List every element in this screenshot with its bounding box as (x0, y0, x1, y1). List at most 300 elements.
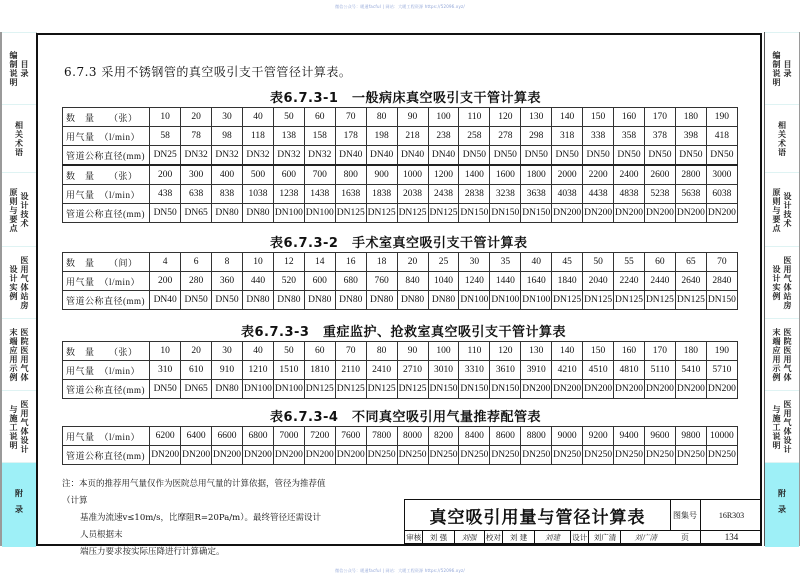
table-cell: 1638 (335, 185, 366, 204)
table-cell: 3000 (706, 165, 737, 185)
table-cell: DN80 (428, 291, 459, 310)
footnote-line-3: 端压力要求按实际压降进行计算确定。 (80, 547, 225, 557)
table-cell: 1038 (242, 185, 273, 204)
table-row (63, 380, 738, 399)
table-cell: DN200 (614, 380, 645, 399)
sidebar-tab-label: 附录 (777, 489, 787, 521)
table-cell: DN40 (150, 291, 181, 310)
table-cell: 3010 (428, 361, 459, 380)
table-cell: DN80 (242, 291, 273, 310)
checker-name: 刘 建 (503, 530, 535, 544)
table-cell: 20 (397, 253, 428, 272)
table-cell: DN100 (273, 204, 304, 223)
sidebar-tab-label: 设计技术 (20, 192, 29, 228)
table-cell: 638 (181, 185, 212, 204)
table-cell: DN125 (644, 291, 675, 310)
table-cell: 190 (706, 108, 737, 127)
sidebar-tab-label: 编制说明 (772, 51, 781, 87)
table-cell: DN80 (242, 204, 273, 223)
table-cell: 40 (521, 253, 552, 272)
table-cell: 8800 (521, 427, 552, 446)
table-cell: 6 (181, 253, 212, 272)
table-cell: DN50 (583, 146, 614, 166)
table-cell: DN250 (521, 446, 552, 465)
table-cell: 1838 (366, 185, 397, 204)
section-title: 6.7.3 采用不锈钢管的真空吸引支干管管径计算表。 (64, 65, 352, 79)
table-cell: DN40 (428, 146, 459, 166)
review-label: 审核 (405, 530, 423, 544)
table-cell: 378 (644, 127, 675, 146)
table-cell: 398 (675, 127, 706, 146)
table-cell: 98 (212, 127, 243, 146)
table-cell: DN200 (644, 380, 675, 399)
sidebar-tab-4[interactable] (765, 246, 799, 319)
table-cell: 318 (552, 127, 583, 146)
table-cell: 218 (397, 127, 428, 146)
table-cell: 2640 (675, 272, 706, 291)
table-cell: DN150 (490, 380, 521, 399)
reviewer-signature: 刘强 (455, 530, 485, 544)
table-cell: DN32 (212, 146, 243, 166)
table-cell: 4838 (614, 185, 645, 204)
table-cell: DN250 (552, 446, 583, 465)
table-cell: 5638 (675, 185, 706, 204)
table-cell: DN80 (335, 291, 366, 310)
table-cell: 7600 (335, 427, 366, 446)
table-cell: 4510 (583, 361, 614, 380)
table-row (63, 146, 738, 166)
table-cell: 9800 (675, 427, 706, 446)
table-cell: 2400 (614, 165, 645, 185)
table-cell: 5238 (644, 185, 675, 204)
table-cell: 2000 (552, 165, 583, 185)
table-cell: DN200 (242, 446, 273, 465)
watermark-top: 微信公众号：暖通facful | 网站：大暖工程资源 https://52096.xyz/ (335, 4, 465, 9)
table-cell: 2410 (366, 361, 397, 380)
table-cell: 70 (706, 253, 737, 272)
table-cell: DN200 (552, 204, 583, 223)
table-cell: 70 (335, 108, 366, 127)
table-cell: DN40 (366, 146, 397, 166)
sidebar-tab-2[interactable] (765, 104, 799, 173)
table-cell: DN100 (304, 204, 335, 223)
table-cell: 8 (212, 253, 243, 272)
table-cell: 140 (552, 342, 583, 361)
table-row (63, 342, 738, 361)
table-row (63, 427, 738, 446)
sidebar-tab-label: 原则与要点 (9, 187, 18, 233)
table-cell: DN200 (583, 204, 614, 223)
table-cell: DN32 (304, 146, 335, 166)
table-cell: DN200 (644, 204, 675, 223)
table-cell: 60 (304, 108, 335, 127)
table-cell: 90 (397, 108, 428, 127)
table-cell: 1238 (273, 185, 304, 204)
table-cell: 45 (552, 253, 583, 272)
table-cell: 10 (150, 342, 181, 361)
table-cell: 10 (242, 253, 273, 272)
table-cell: 120 (490, 342, 521, 361)
table-cell: 25 (428, 253, 459, 272)
table-cell: DN100 (459, 291, 490, 310)
sidebar-tab-7[interactable] (2, 462, 36, 547)
row-header: 数 量 （间） (63, 253, 150, 272)
row-header: 管道公称直径(mm) (63, 446, 150, 465)
table-cell: DN250 (644, 446, 675, 465)
table-cell: 80 (366, 108, 397, 127)
table-cell: 10000 (706, 427, 737, 446)
table-cell: DN150 (490, 204, 521, 223)
row-header: 管道公称直径(mm) (63, 146, 150, 166)
table-cell: 3910 (521, 361, 552, 380)
table-cell: 5410 (675, 361, 706, 380)
table-cell: DN200 (706, 380, 737, 399)
sidebar-tab-label: 医用气体站房 (20, 256, 29, 310)
table-cell: 10 (150, 108, 181, 127)
table-cell: 65 (675, 253, 706, 272)
table-cell: DN200 (304, 446, 335, 465)
sidebar-tab-label: 医院医用气体 (20, 328, 29, 382)
table-cell: 1840 (552, 272, 583, 291)
table-cell: 40 (242, 108, 273, 127)
table-cell: 238 (428, 127, 459, 146)
table-cell: 4438 (583, 185, 614, 204)
table-cell: DN125 (428, 204, 459, 223)
table-cell: 1210 (242, 361, 273, 380)
table-cell: 338 (583, 127, 614, 146)
table-cell: DN150 (706, 291, 737, 310)
table-cell: 258 (459, 127, 490, 146)
table-row (63, 361, 738, 380)
table-cell: 130 (521, 108, 552, 127)
table-cell: 2800 (675, 165, 706, 185)
table-cell: DN80 (304, 291, 335, 310)
row-header: 数 量 （张） (63, 108, 150, 127)
table-cell: DN200 (614, 204, 645, 223)
table-cell: 160 (614, 108, 645, 127)
table-row (63, 446, 738, 465)
table-cell: DN100 (490, 291, 521, 310)
table-cell: 600 (304, 272, 335, 291)
table-cell: 6200 (150, 427, 181, 446)
table-cell: 5110 (644, 361, 675, 380)
table-cell: DN50 (150, 204, 181, 223)
table-cell: 1510 (273, 361, 304, 380)
table-cell: 18 (366, 253, 397, 272)
drawing-title: 真空吸引用量与管径计算表 (405, 500, 671, 531)
sidebar-tab-label: 医用气体设计 (783, 400, 792, 454)
table-cell: 1810 (304, 361, 335, 380)
table-cell: 58 (150, 127, 181, 146)
table-cell: DN250 (706, 446, 737, 465)
table-cell: 7200 (304, 427, 335, 446)
table-row (63, 204, 738, 223)
table-cell: 4810 (614, 361, 645, 380)
table-recommended-piping (62, 426, 738, 465)
table-cell: 30 (212, 108, 243, 127)
table-cell: DN65 (181, 204, 212, 223)
left-sidebar-nav (0, 32, 37, 546)
table-cell: DN80 (397, 291, 428, 310)
table-cell: DN80 (273, 291, 304, 310)
table-row (63, 253, 738, 272)
table-cell: DN100 (242, 380, 273, 399)
table-1-title: 表6.7.3-1 一般病床真空吸引支干管计算表 (270, 91, 541, 106)
table-cell: 298 (521, 127, 552, 146)
table-cell: 800 (335, 165, 366, 185)
sidebar-tab-label: 编制说明 (9, 51, 18, 87)
table-cell: DN250 (397, 446, 428, 465)
sidebar-tab-1[interactable] (2, 32, 36, 105)
table-cell: DN200 (212, 446, 243, 465)
table-cell: 180 (675, 342, 706, 361)
table-cell: 2838 (459, 185, 490, 204)
atlas-number: 16R303 (701, 500, 762, 531)
table-cell: 1000 (397, 165, 428, 185)
table-cell: DN250 (428, 446, 459, 465)
table-cell: DN150 (428, 380, 459, 399)
table-cell: 418 (706, 127, 737, 146)
sidebar-tab-label: 设计技术 (783, 192, 792, 228)
table-cell: DN125 (335, 204, 366, 223)
table-cell: 5710 (706, 361, 737, 380)
table-cell: DN65 (181, 380, 212, 399)
table-cell: DN250 (490, 446, 521, 465)
table-cell: DN80 (212, 380, 243, 399)
sidebar-tab-label: 相关术语 (777, 121, 787, 157)
sidebar-tab-5[interactable] (765, 318, 799, 391)
table-cell: 8200 (428, 427, 459, 446)
table-cell: DN250 (583, 446, 614, 465)
table-cell: DN200 (675, 380, 706, 399)
table-cell: DN200 (706, 204, 737, 223)
table-cell: 2600 (644, 165, 675, 185)
sidebar-tab-4[interactable] (2, 246, 36, 319)
table-cell: 6038 (706, 185, 737, 204)
table-cell: 7000 (273, 427, 304, 446)
table-cell: 358 (614, 127, 645, 146)
row-header: 数 量 （张） (63, 342, 150, 361)
table-cell: 90 (397, 342, 428, 361)
table-cell: 170 (644, 342, 675, 361)
table-cell: 2110 (335, 361, 366, 380)
table-cell: 2840 (706, 272, 737, 291)
table-cell: DN100 (273, 380, 304, 399)
table-row (63, 127, 738, 146)
table-cell: 55 (614, 253, 645, 272)
table-cell: DN200 (583, 380, 614, 399)
sidebar-tab-label: 末端应用示例 (772, 328, 781, 382)
table-cell: 8400 (459, 427, 490, 446)
table-cell: 160 (614, 342, 645, 361)
row-header: 用气量 （l/min） (63, 361, 150, 380)
table-cell: 400 (212, 165, 243, 185)
table-cell: 9400 (614, 427, 645, 446)
row-header: 管道公称直径(mm) (63, 380, 150, 399)
table-cell: 3238 (490, 185, 521, 204)
check-label: 校对 (485, 530, 503, 544)
table-cell: DN150 (459, 204, 490, 223)
table-cell: 190 (706, 342, 737, 361)
right-sidebar-nav (764, 32, 800, 546)
row-header: 数 量 （张） (63, 165, 150, 185)
table-cell: 700 (304, 165, 335, 185)
table-cell: 158 (304, 127, 335, 146)
row-header: 用气量 （l/min） (63, 272, 150, 291)
table-cell: DN50 (552, 146, 583, 166)
sidebar-tab-3[interactable] (765, 172, 799, 247)
table-cell: 520 (273, 272, 304, 291)
table-cell: DN50 (521, 146, 552, 166)
table-cell: 9000 (552, 427, 583, 446)
table-cell: 2200 (583, 165, 614, 185)
table-cell: DN250 (675, 446, 706, 465)
sidebar-tab-label: 与施工说明 (772, 404, 781, 450)
table-cell: 16 (335, 253, 366, 272)
table-cell: 200 (150, 165, 181, 185)
table-cell: 2438 (428, 185, 459, 204)
table-cell: DN125 (614, 291, 645, 310)
table-cell: 1400 (459, 165, 490, 185)
table-row (63, 108, 738, 127)
table-cell: 35 (490, 253, 521, 272)
table-cell: 2710 (397, 361, 428, 380)
footnote-line-2: 基准为流速v≤10m/s，比摩阻R=20Pa/m）。最终管径还需设计人员根据末 (80, 513, 321, 540)
table-cell: 50 (583, 253, 614, 272)
table-cell: 440 (242, 272, 273, 291)
table-cell: DN50 (675, 146, 706, 166)
table-cell: 910 (212, 361, 243, 380)
table-cell: 9600 (644, 427, 675, 446)
table-cell: 150 (583, 108, 614, 127)
sidebar-tab-5[interactable] (2, 318, 36, 391)
table-icu (62, 341, 738, 399)
table-cell: DN250 (459, 446, 490, 465)
table-cell: DN200 (675, 204, 706, 223)
table-cell: DN32 (273, 146, 304, 166)
table-cell: 280 (181, 272, 212, 291)
table-cell: 180 (675, 108, 706, 127)
table-cell: 30 (459, 253, 490, 272)
table-cell: 14 (304, 253, 335, 272)
design-label: 设计 (571, 530, 589, 544)
table-cell: DN200 (521, 380, 552, 399)
table-cell: DN125 (583, 291, 614, 310)
sidebar-tab-3[interactable] (2, 172, 36, 247)
table-row (63, 272, 738, 291)
table-cell: 1640 (521, 272, 552, 291)
atlas-label: 图集号 (670, 500, 701, 531)
table-cell: DN250 (614, 446, 645, 465)
table-cell: 840 (397, 272, 428, 291)
table-cell: 6400 (181, 427, 212, 446)
table-cell: 50 (273, 342, 304, 361)
table-cell: 170 (644, 108, 675, 127)
table-cell: DN40 (397, 146, 428, 166)
sidebar-tab-label: 医用气体设计 (20, 400, 29, 454)
table-cell: 438 (150, 185, 181, 204)
table-cell: DN200 (150, 446, 181, 465)
sidebar-tab-label: 设计实例 (9, 265, 18, 301)
footnote-line-1: 注：本页的推荐用气量仅作为医院总用气量的计算依据，管径为推荐值（计算 (62, 479, 326, 506)
designer-name: 刘广清 (589, 530, 621, 544)
table-cell: 30 (212, 342, 243, 361)
page-label: 页 (670, 530, 701, 544)
table-cell: 150 (583, 342, 614, 361)
table-cell: 3638 (521, 185, 552, 204)
table-cell: DN50 (644, 146, 675, 166)
table-cell: DN80 (366, 291, 397, 310)
table-cell: 3310 (459, 361, 490, 380)
table-cell: 3610 (490, 361, 521, 380)
table-cell: 500 (242, 165, 273, 185)
table-4-title: 表6.7.3-4 不同真空吸引用气量推荐配管表 (270, 410, 541, 425)
table-row (63, 165, 738, 185)
table-cell: DN50 (150, 380, 181, 399)
table-cell: 178 (335, 127, 366, 146)
sidebar-tab-6[interactable] (765, 390, 799, 463)
sidebar-tab-label: 相关术语 (14, 121, 24, 157)
table-cell: DN32 (242, 146, 273, 166)
reviewer-name: 刘 强 (423, 530, 454, 544)
table-cell: DN80 (212, 204, 243, 223)
table-cell: 80 (366, 342, 397, 361)
table-cell: 78 (181, 127, 212, 146)
table-cell: 1240 (459, 272, 490, 291)
table-cell: 2038 (397, 185, 428, 204)
signature-row (405, 530, 670, 544)
sidebar-tab-label: 目录 (20, 60, 29, 78)
row-header: 用气量 （l/min） (63, 127, 150, 146)
row-header: 用气量 （l/min） (63, 427, 150, 446)
table-cell: DN125 (366, 204, 397, 223)
table-cell: DN125 (397, 380, 428, 399)
table-cell: 6800 (242, 427, 273, 446)
table-cell: DN50 (459, 146, 490, 166)
table-cell: DN50 (181, 291, 212, 310)
table-row (63, 291, 738, 310)
table-cell: DN125 (675, 291, 706, 310)
sidebar-tab-1[interactable] (765, 32, 799, 105)
row-header: 管道公称直径(mm) (63, 204, 150, 223)
sidebar-tab-label: 医用气体站房 (783, 256, 792, 310)
sidebar-tab-7[interactable] (765, 462, 799, 547)
sidebar-tab-label: 医院医用气体 (783, 328, 792, 382)
table-cell: 8000 (397, 427, 428, 446)
table-cell: 2040 (583, 272, 614, 291)
table-cell: 6600 (212, 427, 243, 446)
sidebar-tab-label: 与施工说明 (9, 404, 18, 450)
sidebar-tab-2[interactable] (2, 104, 36, 173)
table-cell: 198 (366, 127, 397, 146)
table-cell: DN50 (614, 146, 645, 166)
table-cell: 4 (150, 253, 181, 272)
table-cell: 20 (181, 108, 212, 127)
table-cell: 1440 (490, 272, 521, 291)
table-cell: 760 (366, 272, 397, 291)
table-cell: 1438 (304, 185, 335, 204)
table-cell: 2440 (644, 272, 675, 291)
footnote (62, 476, 327, 561)
table-cell: 118 (242, 127, 273, 146)
table-cell: DN200 (552, 380, 583, 399)
table-cell: DN40 (335, 146, 366, 166)
sidebar-tab-label: 设计实例 (772, 265, 781, 301)
table-cell: 140 (552, 108, 583, 127)
table-cell: 7800 (366, 427, 397, 446)
table-cell: DN125 (335, 380, 366, 399)
sidebar-tab-6[interactable] (2, 390, 36, 463)
